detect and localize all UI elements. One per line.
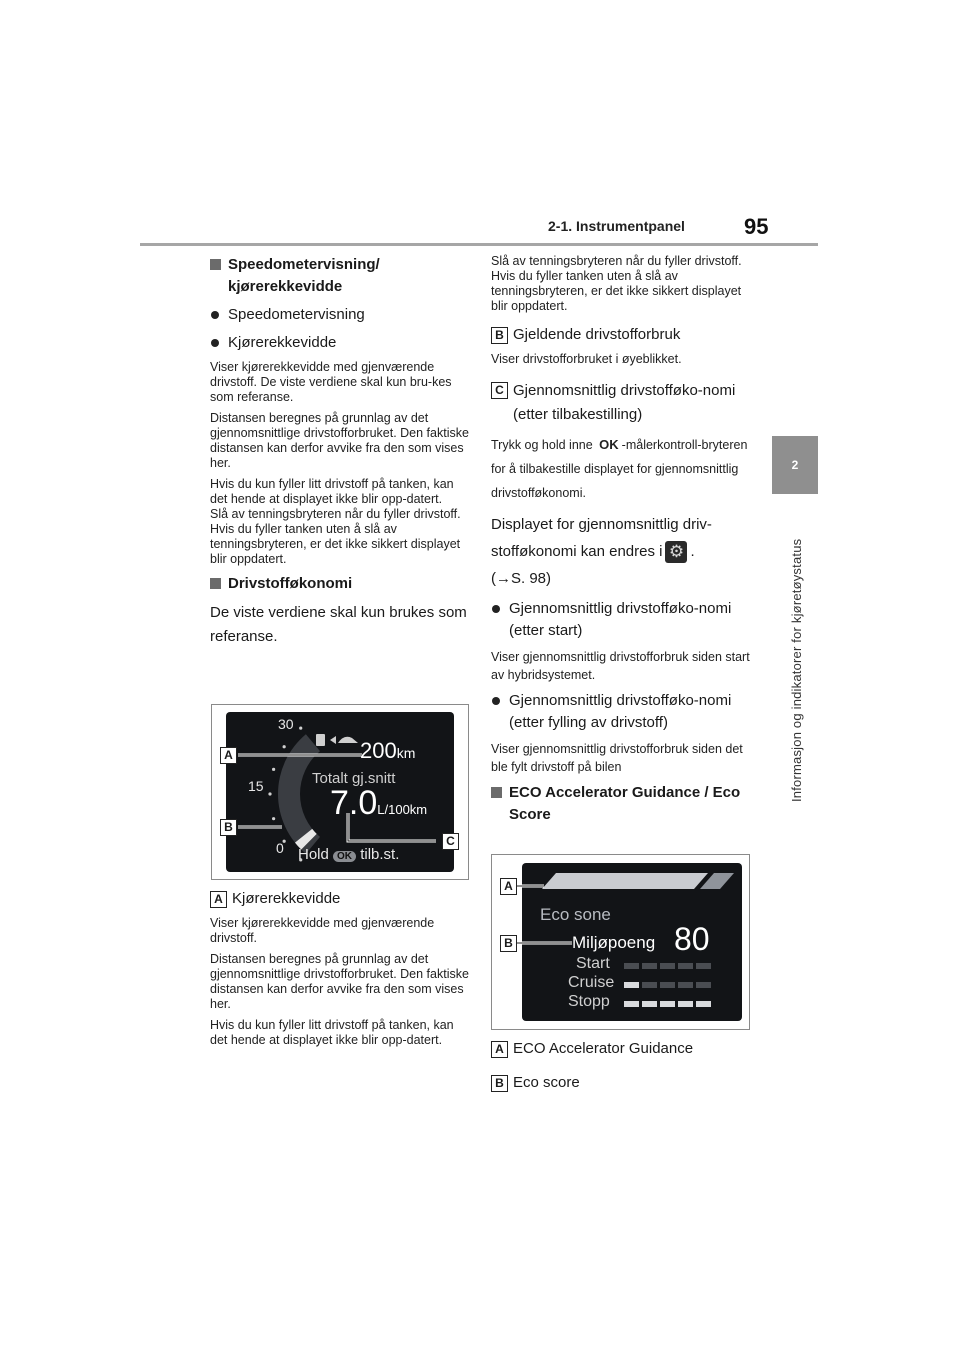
- paragraph: Viser kjørerekkevidde med gjenværende drivstoff.: [210, 916, 435, 945]
- figure-label-a: A: [220, 747, 237, 764]
- bullet-dot-icon: [211, 339, 219, 347]
- label-box: A: [491, 1041, 508, 1058]
- paragraph: Hvis du kun fyller litt drivstoff på tanken, kan det hende at displayet ikke blir opp-datert.: [210, 1018, 454, 1047]
- item-a-range: A Kjørerekkevidde: [210, 888, 470, 910]
- paragraph: Hvis du kun fyller litt drivstoff på tanken, kan det hende at displayet ikke blir opp-datert.: [210, 477, 454, 506]
- bullet-dot-icon: [211, 311, 219, 319]
- chapter-tab: 2: [772, 436, 818, 494]
- heading-fuel-economy: Drivstofføkonomi: [210, 573, 470, 595]
- page-number: 95: [744, 214, 769, 239]
- figure-label-c: C: [442, 833, 459, 850]
- paragraph: Slå av tenningsbryteren når du fyller drivstoff. Hvis du fyller tanken uten å slå av tenningsbryteren, er det ikke sikkert displayet blir oppdatert.: [491, 254, 742, 313]
- item-a-eco-guidance: A ECO Accelerator Guidance: [491, 1038, 753, 1060]
- left-column: [210, 254, 470, 655]
- eco-zone-label: Eco sone: [540, 905, 611, 924]
- row-label-cruise: Cruise: [568, 974, 615, 991]
- chapter-title: Informasjon og indikatorer for kjøretøystatus: [789, 538, 804, 802]
- gauge-label-0: 0: [276, 840, 284, 856]
- range-value: 200km: [360, 738, 416, 763]
- fuel-economy-figure: [211, 704, 469, 880]
- paragraph: Distansen beregnes på grunnlag av det gjennomsnittlige drivstofforbruket. Den faktiske distansen kan derfor avvike fra den som vises her.: [210, 411, 469, 470]
- ok-switch-icon: OK: [599, 437, 619, 452]
- bullet-speedometer: Speedometervisning: [210, 304, 470, 326]
- paragraph: Viser drivstofforbruket i øyeblikket.: [491, 352, 682, 366]
- label-box: B: [491, 327, 508, 344]
- paragraph: Distansen beregnes på grunnlag av det gjennomsnittlige drivstofforbruket. Den faktiske distansen kan derfor avvike fra den som vises her.: [210, 952, 469, 1011]
- average-label: Totalt gj.snitt: [312, 770, 396, 787]
- item-b-current: B Gjeldende drivstofforbruk: [491, 324, 753, 346]
- ok-button-icon: OK: [333, 851, 356, 862]
- bullet-after-start: Gjennomsnittlig drivstofføko-nomi (etter start): [491, 598, 753, 642]
- paragraph: Viser kjørerekkevidde med gjenværende drivstoff. De viste verdiene skal kun bru-kes som referanse.: [210, 360, 452, 404]
- bullet-dot-icon: [492, 605, 500, 613]
- callout-lines: [212, 705, 468, 879]
- label-box: C: [491, 382, 508, 399]
- chapter-title-vertical: [785, 510, 805, 810]
- gauge-label-15: 15: [248, 778, 264, 794]
- average-value: 7.0L/100km: [330, 784, 428, 822]
- paragraph: Viser gjennomsnittlig drivstofforbruk siden det ble fylt drivstoff på bilen: [491, 742, 743, 774]
- row-label-stop: Stopp: [568, 993, 610, 1010]
- heading-square-icon: [210, 578, 221, 589]
- bullet-dot-icon: [492, 697, 500, 705]
- heading-square-icon: [491, 787, 502, 798]
- gear-icon: [665, 541, 687, 563]
- section-title: 2-1. Instrumentpanel: [548, 218, 685, 234]
- bullet-after-refuel: Gjennomsnittlig drivstofføko-nomi (etter fylling av drivstoff): [491, 690, 753, 734]
- label-box: A: [210, 891, 227, 908]
- item-b-eco-score: B Eco score: [491, 1072, 753, 1094]
- gauge-label-30: 30: [278, 716, 294, 732]
- page-reference: (→S. 98): [491, 570, 552, 587]
- paragraph: De viste verdiene skal kun brukes som referanse.: [210, 604, 467, 645]
- eco-score-value: 80: [674, 921, 710, 957]
- right-column: [491, 254, 753, 832]
- right-column-lower: [491, 1038, 753, 1100]
- left-column-lower: [210, 888, 470, 1054]
- paragraph: Viser gjennomsnittlig drivstofforbruk siden start av hybridsystemet.: [491, 650, 750, 682]
- callout-lines: [492, 855, 749, 1029]
- paragraph: Slå av tenningsbryteren når du fyller drivstoff. Hvis du fyller tanken uten å slå av tenningsbryteren, er det ikke sikkert displayet blir oppdatert.: [210, 507, 461, 566]
- paragraph-settings: Displayet for gjennomsnittlig driv-stofføkonomi kan endres i⚙ . (→S. 98): [491, 511, 753, 592]
- heading-square-icon: [210, 259, 221, 270]
- figure-label-b: B: [220, 819, 237, 836]
- paragraph-reset: Trykk og hold inne OK -målerkontroll-bryteren for å tilbakestille displayet for gjennomsnittlig drivstofføkonomi.: [491, 433, 753, 505]
- figure-label-b: B: [500, 935, 517, 952]
- eco-score-label: Miljøpoeng: [572, 933, 656, 952]
- label-box: B: [491, 1075, 508, 1092]
- figure-label-a: A: [500, 878, 517, 895]
- item-c-average: C Gjennomsnittlig drivstofføko-nomi (etter tilbakestilling): [491, 379, 753, 427]
- heading-eco: ECO Accelerator Guidance / Eco Score: [491, 782, 753, 826]
- row-label-start: Start: [576, 955, 610, 972]
- header-divider: [140, 243, 818, 246]
- heading-speedometer: Speedometervisning/ kjørerekkevidde: [210, 254, 470, 298]
- bullet-range: Kjørerekkevidde: [210, 332, 470, 354]
- eco-score-figure: [491, 854, 750, 1030]
- hold-ok-reset: Hold OK tilb.st.: [298, 846, 400, 863]
